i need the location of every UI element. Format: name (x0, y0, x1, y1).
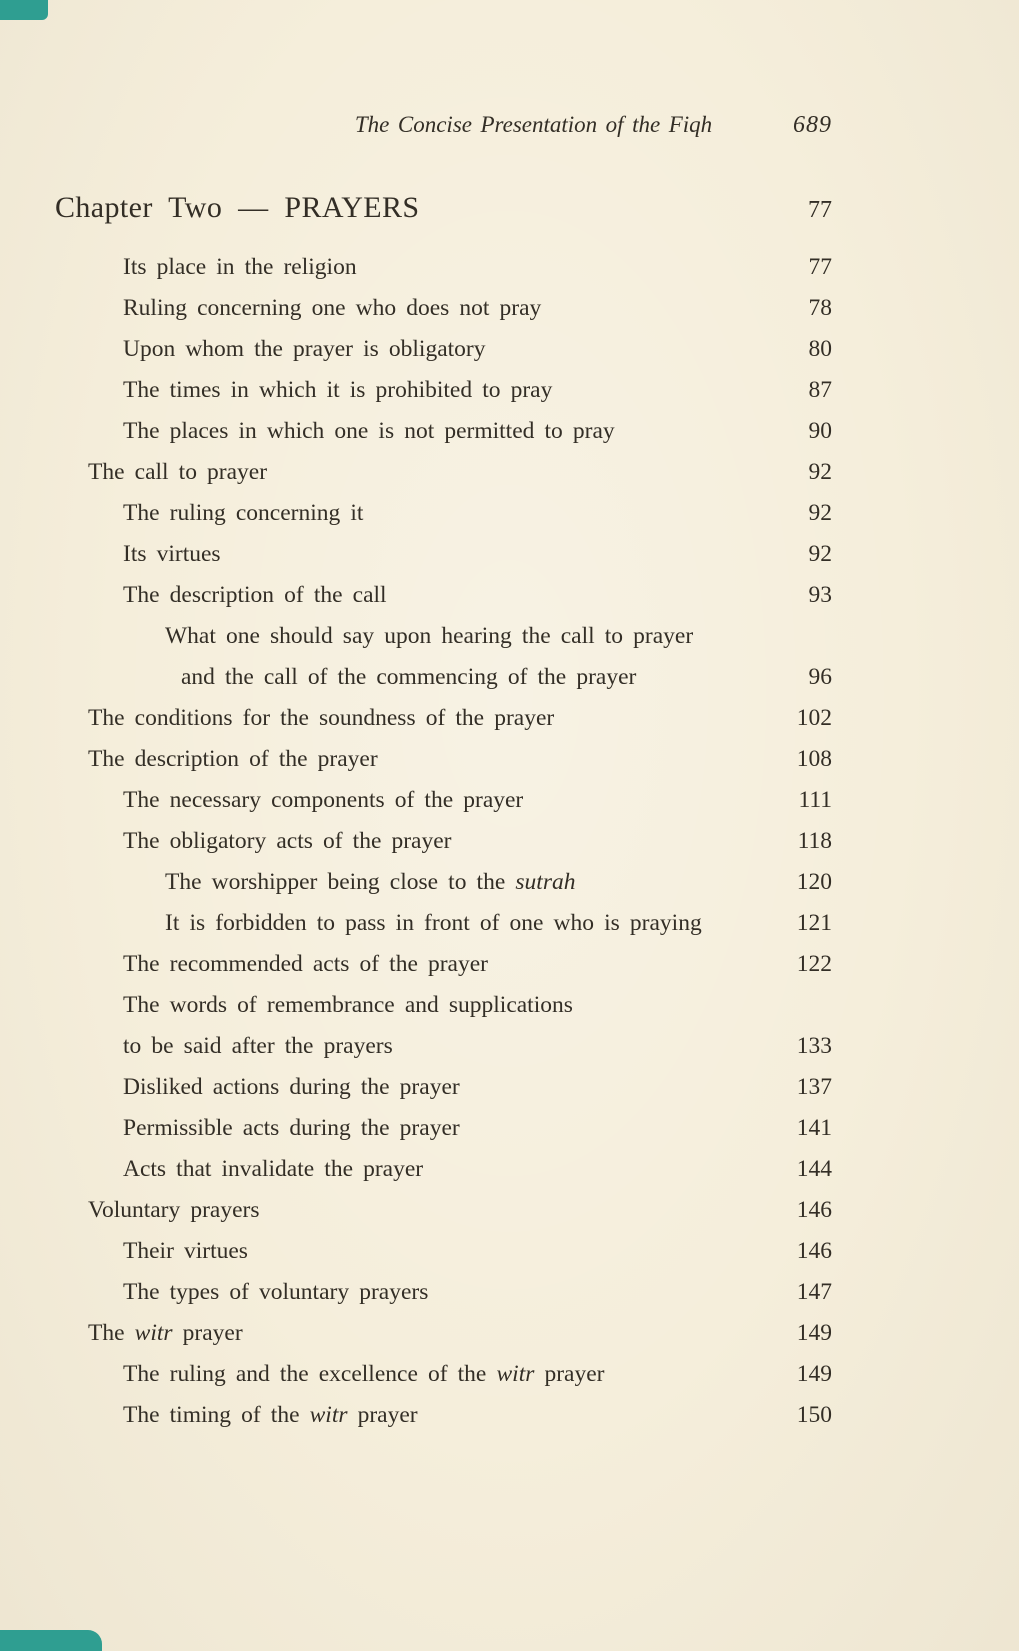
toc-entry-page-number: 122 (796, 951, 832, 977)
toc-entry (88, 985, 832, 1067)
toc-entry-text (88, 1067, 785, 1108)
toc-entry (88, 1149, 832, 1190)
toc-line: The words of remembrance and supplications (123, 992, 573, 1018)
chapter-page-number: 77 (808, 197, 832, 223)
toc-line: The times in which it is prohibited to pray (123, 377, 553, 403)
toc-line: The conditions for the soundness of the prayer (88, 705, 555, 731)
toc-entry-page-number: 147 (796, 1279, 832, 1305)
toc-entry-page-number: 146 (796, 1197, 832, 1223)
toc-entry (88, 411, 832, 452)
toc-entry-page-number: 149 (796, 1320, 832, 1346)
toc-entry-text (88, 616, 797, 698)
scan-artifact-bottom-left (0, 1630, 102, 1651)
toc-entry-text (88, 1354, 785, 1395)
toc-entry (88, 698, 832, 739)
toc-line: The necessary components of the prayer (123, 787, 524, 813)
toc-entry-text (88, 1272, 785, 1313)
toc-entry-text (88, 1149, 785, 1190)
toc-entry-page-number: 118 (797, 828, 832, 854)
chapter-heading-row (55, 191, 832, 225)
toc-entry-page-number: 108 (796, 746, 832, 772)
scan-artifact-top-left (0, 0, 48, 20)
toc-line: The ruling concerning it (123, 500, 364, 526)
toc-entry (88, 534, 832, 575)
toc-line: The description of the prayer (88, 746, 378, 772)
toc-line: The obligatory acts of the prayer (123, 828, 452, 854)
toc-entry-text (88, 370, 797, 411)
toc-entry-page-number: 90 (808, 418, 832, 444)
toc-line: Their virtues (123, 1238, 248, 1264)
toc-line: to be said after the prayers (123, 1033, 393, 1059)
toc-entry-page-number: 96 (808, 664, 832, 690)
toc-entry (88, 452, 832, 493)
toc-entry-page-number: 87 (808, 377, 832, 403)
toc-entry (88, 1354, 832, 1395)
toc-entry-text (88, 862, 785, 903)
toc-line: The types of voluntary prayers (123, 1279, 429, 1305)
toc-entry (88, 1231, 832, 1272)
toc-line: The timing of the witr prayer (123, 1402, 418, 1428)
toc-entry-text (88, 329, 797, 370)
toc-entry-text (88, 1108, 785, 1149)
toc-entry (88, 1272, 832, 1313)
toc-entry-text (88, 575, 797, 616)
toc-entry (88, 903, 832, 944)
toc-entry-page-number: 120 (796, 869, 832, 895)
toc-entry-page-number: 102 (796, 705, 832, 731)
toc-entry (88, 780, 832, 821)
toc-entry-page-number: 78 (808, 295, 832, 321)
toc-entry (88, 1190, 832, 1231)
toc-line: Its place in the religion (123, 254, 357, 280)
toc-entry-page-number: 121 (796, 910, 832, 936)
toc-line: What one should say upon hearing the call to prayer (165, 623, 694, 649)
toc-entry (88, 575, 832, 616)
toc-line: Its virtues (123, 541, 221, 567)
toc-line: The witr prayer (88, 1320, 243, 1346)
toc-entry (88, 739, 832, 780)
toc-line: The description of the call (123, 582, 387, 608)
toc-entry-text (88, 411, 797, 452)
toc-entry-page-number: 93 (808, 582, 832, 608)
toc-line: The call to prayer (88, 459, 268, 485)
toc-entry-text (88, 247, 797, 288)
toc-entry-page-number: 149 (796, 1361, 832, 1387)
toc-line: and the call of the commencing of the prayer (181, 664, 637, 690)
toc-entry-page-number: 146 (796, 1238, 832, 1264)
toc-line: Ruling concerning one who does not pray (123, 295, 542, 321)
toc-entry (88, 616, 832, 698)
toc-entry-page-number: 141 (796, 1115, 832, 1141)
toc-entry-page-number: 92 (808, 459, 832, 485)
toc-entry (88, 493, 832, 534)
toc-entry-text (88, 739, 785, 780)
toc-entry-page-number: 92 (808, 500, 832, 526)
toc-entry-page-number: 80 (808, 336, 832, 362)
toc-entry (88, 329, 832, 370)
running-head-page-number: 689 (793, 112, 832, 138)
toc-line: The places in which one is not permitted to pray (123, 418, 615, 444)
chapter-title: Chapter Two — PRAYERS (55, 191, 420, 224)
toc-entry-text (88, 1190, 785, 1231)
toc-line: The worshipper being close to the sutrah (165, 869, 576, 895)
toc-line: Disliked actions during the prayer (123, 1074, 460, 1100)
running-head (0, 112, 1019, 146)
toc-line: Permissible acts during the prayer (123, 1115, 460, 1141)
toc-entry (88, 944, 832, 985)
toc-line: Upon whom the prayer is obligatory (123, 336, 486, 362)
toc-entry-text (88, 288, 797, 329)
toc-line: It is forbidden to pass in front of one who is praying (165, 910, 702, 936)
toc-entry-page-number: 92 (808, 541, 832, 567)
toc-entry-text (88, 452, 797, 493)
toc-entry-text (88, 1313, 785, 1354)
toc-entry-page-number: 133 (796, 1033, 832, 1059)
toc-line: The recommended acts of the prayer (123, 951, 488, 977)
toc-entry (88, 288, 832, 329)
toc-entry (88, 862, 832, 903)
toc-line: The ruling and the excellence of the witr prayer (123, 1361, 605, 1387)
toc-entry-page-number: 137 (796, 1074, 832, 1100)
toc-entry-text (88, 821, 786, 862)
toc-entry-page-number: 77 (808, 254, 832, 280)
running-head-title: The Concise Presentation of the Fiqh (354, 112, 713, 137)
toc-entry-text (88, 985, 785, 1067)
toc-entry (88, 370, 832, 411)
toc-line: Acts that invalidate the prayer (123, 1156, 424, 1182)
toc-entry (88, 1067, 832, 1108)
toc-entry-text (88, 493, 797, 534)
toc-list (88, 247, 832, 1436)
toc-entry-text (88, 780, 786, 821)
toc-line: Voluntary prayers (88, 1197, 260, 1223)
toc-entry (88, 247, 832, 288)
toc-entry (88, 1395, 832, 1436)
toc-entry-page-number: 111 (798, 787, 832, 813)
toc-entry-text (88, 944, 785, 985)
toc-entry-text (88, 1395, 785, 1436)
toc-entry (88, 1313, 832, 1354)
toc-entry-page-number: 144 (796, 1156, 832, 1182)
toc-entry (88, 821, 832, 862)
toc-entry-text (88, 1231, 785, 1272)
toc-entry-text (88, 903, 785, 944)
toc-entry-page-number: 150 (796, 1402, 832, 1428)
toc-entry (88, 1108, 832, 1149)
toc-entry-text (88, 534, 797, 575)
toc-entry-text (88, 698, 785, 739)
